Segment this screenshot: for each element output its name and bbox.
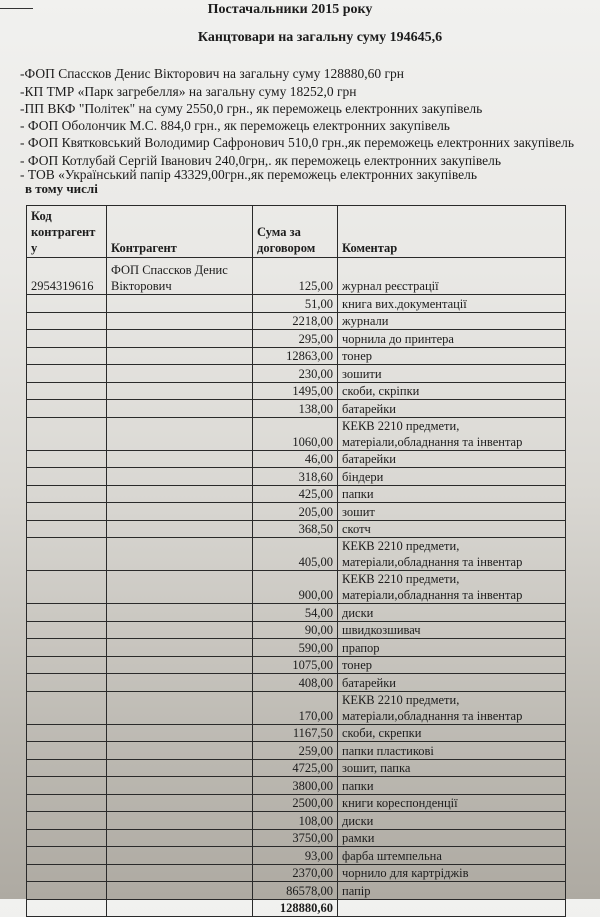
counterparty-cell	[107, 382, 253, 400]
table-row	[27, 882, 566, 900]
comment-cell: журнали	[338, 312, 566, 330]
supplier-line: - ФОП Котлубай Сергій Іванович 240,0грн,. як переможець електронних закупівель	[20, 153, 502, 168]
code-cell	[27, 812, 107, 830]
table-row	[27, 312, 566, 330]
comment-cell: прапор	[338, 639, 566, 657]
table-row	[27, 503, 566, 521]
comment-cell: зошит, папка	[338, 759, 566, 777]
code-cell	[27, 503, 107, 521]
header-counterparty: Контрагент	[107, 206, 253, 258]
counterparty-cell	[107, 656, 253, 674]
table-row	[27, 847, 566, 865]
amount-cell: 46,00	[253, 450, 338, 468]
table-row	[27, 485, 566, 503]
supplier-line: - ТОВ «Український папір 43329,00грн.,як переможець електронних закупівель	[20, 167, 478, 182]
code-cell	[27, 347, 107, 365]
table-row	[27, 571, 566, 604]
amount-cell: 170,00	[253, 691, 338, 724]
counterparty-cell	[107, 400, 253, 418]
counterparty-cell	[107, 365, 253, 383]
amount-cell: 4725,00	[253, 759, 338, 777]
comment-cell: диски	[338, 604, 566, 622]
comment-cell: папки	[338, 485, 566, 503]
supplier-line: - ФОП Оболончик М.С. 884,0 грн., як переможець електронних закупівель	[20, 118, 450, 133]
amount-cell: 408,00	[253, 674, 338, 692]
counterparty-cell	[107, 468, 253, 486]
table-row	[27, 639, 566, 657]
table-row	[27, 777, 566, 795]
counterparty-cell	[107, 724, 253, 742]
code-cell	[27, 520, 107, 538]
table-row	[27, 520, 566, 538]
table-row	[27, 382, 566, 400]
counterparty-cell	[107, 450, 253, 468]
amount-cell: 138,00	[253, 400, 338, 418]
comment-cell: рамки	[338, 829, 566, 847]
comment-cell: фарба штемпельна	[338, 847, 566, 865]
counterparty-cell	[107, 691, 253, 724]
comment-cell: біндери	[338, 468, 566, 486]
code-cell	[27, 538, 107, 571]
amount-cell: 1495,00	[253, 382, 338, 400]
amount-cell: 54,00	[253, 604, 338, 622]
counterparty-cell	[107, 485, 253, 503]
amount-cell: 1167,50	[253, 724, 338, 742]
counterparty-cell	[107, 330, 253, 348]
comment-cell: батарейки	[338, 400, 566, 418]
counterparty-cell	[107, 864, 253, 882]
counterparty-cell	[107, 882, 253, 900]
comment-cell: скотч	[338, 520, 566, 538]
code-cell	[27, 759, 107, 777]
code-cell	[27, 400, 107, 418]
table-row	[27, 742, 566, 760]
code-cell	[27, 365, 107, 383]
table-row	[27, 295, 566, 313]
code-cell	[27, 295, 107, 313]
table-row	[27, 812, 566, 830]
amount-cell: 259,00	[253, 742, 338, 760]
table-row	[27, 621, 566, 639]
amount-cell: 93,00	[253, 847, 338, 865]
comment-cell: папір	[338, 882, 566, 900]
counterparty-cell	[107, 812, 253, 830]
comment-cell: книги кореспонденції	[338, 794, 566, 812]
table-row	[27, 468, 566, 486]
comment-cell: КЕКВ 2210 предмети, матеріали,обладнання та інвентар	[338, 538, 566, 571]
table-row	[27, 794, 566, 812]
comment-cell	[338, 899, 566, 917]
comment-cell: КЕКВ 2210 предмети, матеріали,обладнання та інвентар	[338, 571, 566, 604]
counterparty-cell	[107, 847, 253, 865]
comment-cell: скоби, скріпки	[338, 382, 566, 400]
amount-cell: 12863,00	[253, 347, 338, 365]
comment-cell: зошит	[338, 503, 566, 521]
code-cell	[27, 382, 107, 400]
counterparty-cell: ФОП Спассков Денис Вікторович	[107, 258, 253, 295]
code-cell	[27, 417, 107, 450]
header-amount: Сума за договором	[253, 206, 338, 258]
code-cell	[27, 724, 107, 742]
code-cell	[27, 656, 107, 674]
code-cell	[27, 621, 107, 639]
table-row	[27, 656, 566, 674]
amount-cell: 230,00	[253, 365, 338, 383]
code-cell	[27, 864, 107, 882]
header-comment: Коментар	[338, 206, 566, 258]
table-row	[27, 347, 566, 365]
comment-cell: КЕКВ 2210 предмети, матеріали,обладнання та інвентар	[338, 417, 566, 450]
intro-label: в тому числі	[25, 181, 98, 196]
comment-cell: книга вих.документації	[338, 295, 566, 313]
table-row	[27, 674, 566, 692]
comment-cell: батарейки	[338, 674, 566, 692]
comment-cell: тонер	[338, 656, 566, 674]
counterparty-cell	[107, 520, 253, 538]
amount-cell: 900,00	[253, 571, 338, 604]
supplier-line: -КП ТМР «Парк загребелля» на загальну суму 18252,0 грн	[20, 84, 357, 99]
amount-cell: 1075,00	[253, 656, 338, 674]
amount-cell: 425,00	[253, 485, 338, 503]
code-cell	[27, 847, 107, 865]
amount-cell: 2500,00	[253, 794, 338, 812]
amount-cell: 108,00	[253, 812, 338, 830]
code-cell	[27, 899, 107, 917]
counterparty-cell	[107, 295, 253, 313]
comment-cell: чорнило для картріджів	[338, 864, 566, 882]
amount-cell: 405,00	[253, 538, 338, 571]
table-body	[27, 258, 566, 917]
table-row	[27, 365, 566, 383]
amount-cell: 3800,00	[253, 777, 338, 795]
table-row	[27, 450, 566, 468]
counterparty-cell	[107, 794, 253, 812]
contracts-table	[26, 205, 566, 917]
counterparty-cell	[107, 347, 253, 365]
table-row	[27, 864, 566, 882]
counterparty-cell	[107, 312, 253, 330]
amount-cell: 125,00	[253, 258, 338, 295]
comment-cell: журнал реєстрації	[338, 258, 566, 295]
code-cell	[27, 485, 107, 503]
comment-cell: папки пластикові	[338, 742, 566, 760]
counterparty-cell	[107, 829, 253, 847]
code-cell	[27, 312, 107, 330]
supplier-line: - ФОП Квятковський Володимир Сафронович 510,0 грн.,як переможець електронних закупівель	[20, 135, 575, 150]
code-cell	[27, 450, 107, 468]
code-cell	[27, 571, 107, 604]
code-cell	[27, 639, 107, 657]
comment-cell: скоби, скрепки	[338, 724, 566, 742]
table-row	[27, 417, 566, 450]
table-row	[27, 330, 566, 348]
comment-cell: тонер	[338, 347, 566, 365]
amount-cell: 1060,00	[253, 417, 338, 450]
amount-cell: 590,00	[253, 639, 338, 657]
amount-cell: 205,00	[253, 503, 338, 521]
comment-cell: батарейки	[338, 450, 566, 468]
supplier-line: -ПП ВКФ "Політек" на суму 2550,0 грн., як переможець електронних закупівель	[20, 101, 483, 116]
table-row	[27, 400, 566, 418]
counterparty-cell	[107, 742, 253, 760]
amount-cell: 318,60	[253, 468, 338, 486]
counterparty-cell	[107, 674, 253, 692]
amount-cell: 3750,00	[253, 829, 338, 847]
counterparty-cell	[107, 639, 253, 657]
amount-cell: 51,00	[253, 295, 338, 313]
counterparty-cell	[107, 538, 253, 571]
code-cell	[27, 674, 107, 692]
total-amount: 128880,60	[253, 899, 338, 917]
table-row	[27, 691, 566, 724]
counterparty-cell	[107, 571, 253, 604]
counterparty-cell	[107, 621, 253, 639]
table-row	[27, 829, 566, 847]
counterparty-cell	[107, 899, 253, 917]
table-row	[27, 258, 566, 295]
amount-cell: 90,00	[253, 621, 338, 639]
code-cell	[27, 604, 107, 622]
table-header-row	[27, 206, 566, 258]
comment-cell: чорнила до принтера	[338, 330, 566, 348]
code-cell	[27, 468, 107, 486]
table-row	[27, 538, 566, 571]
amount-cell: 2370,00	[253, 864, 338, 882]
code-cell	[27, 330, 107, 348]
page-title: Постачальники 2015 року	[207, 2, 373, 17]
code-cell	[27, 794, 107, 812]
counterparty-cell	[107, 604, 253, 622]
comment-cell: папки	[338, 777, 566, 795]
counterparty-cell	[107, 503, 253, 521]
code-cell	[27, 691, 107, 724]
code-cell	[27, 882, 107, 900]
total-row	[27, 899, 566, 917]
counterparty-cell	[107, 759, 253, 777]
comment-cell: диски	[338, 812, 566, 830]
table-row	[27, 604, 566, 622]
counterparty-cell	[107, 417, 253, 450]
header-code: Код контрагент у	[27, 206, 107, 258]
comment-cell: зошити	[338, 365, 566, 383]
table-row	[27, 724, 566, 742]
supplier-line: -ФОП Спассков Денис Вікторович на загальну суму 128880,60 грн	[20, 66, 404, 81]
comment-cell: КЕКВ 2210 предмети, матеріали,обладнання та інвентар	[338, 691, 566, 724]
amount-cell: 368,50	[253, 520, 338, 538]
page-subtitle: Канцтовари на загальну суму 194645,6	[197, 30, 443, 45]
amount-cell: 295,00	[253, 330, 338, 348]
code-cell: 2954319616	[27, 258, 107, 295]
amount-cell: 86578,00	[253, 882, 338, 900]
code-cell	[27, 742, 107, 760]
counterparty-cell	[107, 777, 253, 795]
amount-cell: 2218,00	[253, 312, 338, 330]
table-row	[27, 759, 566, 777]
code-cell	[27, 829, 107, 847]
code-cell	[27, 777, 107, 795]
comment-cell: швидкозшивач	[338, 621, 566, 639]
